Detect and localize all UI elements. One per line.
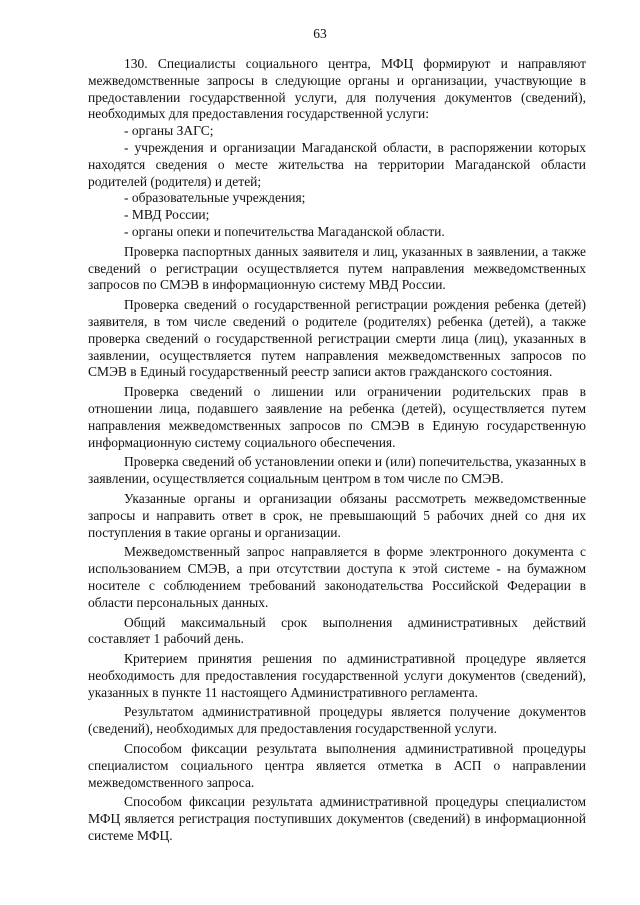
list-item-magadan-institutions: - учреждения и организации Магаданской области, в распоряжении которых находятся сведения о месте жительства на территории Магаданской области родителей (родителя) и детей; bbox=[88, 139, 586, 189]
paragraph-parental-rights-check: Проверка сведений о лишении или ограничении родительских прав в отношении лица, подавшего заявление на ребенка (детей), осуществляется путем направления межведомственных запросов по СМЭВ в Единую государственную информационную систему социального обеспечения. bbox=[88, 384, 586, 450]
paragraph-max-duration: Общий максимальный срок выполнения административных действий составляет 1 рабочий день. bbox=[88, 614, 586, 647]
paragraph-response-deadline: Указанные органы и организации обязаны рассмотреть межведомственные запросы и направить ответ в срок, не превышающий 5 рабочих дней со дня их поступления в такие органы и организации. bbox=[88, 490, 586, 540]
document-body bbox=[88, 56, 586, 845]
paragraph-130-intro: 130. Специалисты социального центра, МФЦ формируют и направляют межведомственные запросы в следующие органы и организации, участвующие в предоставлении государственной услуги, для получения документов (сведений), необходимых для предоставления государственной услуги: bbox=[88, 56, 586, 122]
paragraph-procedure-result: Результатом административной процедуры является получение документов (сведений), необходимых для предоставления государственной услуги. bbox=[88, 704, 586, 737]
list-item-mvd: - МВД России; bbox=[124, 207, 210, 223]
list-item-educational-institutions: - образовательные учреждения; bbox=[124, 190, 306, 206]
paragraph-mfc-fixation: Способом фиксации результата административной процедуры специалистом МФЦ является регистрация поступивших документов (сведений) в информационной системе МФЦ. bbox=[88, 794, 586, 844]
paragraph-birth-registration-check: Проверка сведений о государственной регистрации рождения ребенка (детей) заявителя, в том числе сведений о родителе (родителях) ребенка (детей), а также проверка сведений о государственной регистрации смерти лица (лиц), указанных в заявлении, осуществляется путем направления межведомственных запросов по СМЭВ в Единый государственный реестр записи актов гражданского состояния. bbox=[88, 297, 586, 380]
list-item-guardianship-bodies: - органы опеки и попечительства Магаданской области. bbox=[124, 223, 445, 239]
list-item-zags: - органы ЗАГС; bbox=[124, 123, 214, 139]
page-number: 63 bbox=[313, 26, 327, 41]
paragraph-decision-criterion: Критерием принятия решения по административной процедуре является необходимость для предоставления государственной услуги документов (сведений), указанных в пункте 11 настоящего Административного регламента. bbox=[88, 651, 586, 700]
paragraph-request-form: Межведомственный запрос направляется в форме электронного документа с использованием СМЭВ, а при отсутствии доступа к этой системе - на бумажном носителе с соблюдением требований законодательства Российской Федерации в области персональных данных. bbox=[88, 544, 586, 610]
paragraph-passport-check: Проверка паспортных данных заявителя и лиц, указанных в заявлении, а также сведений о регистрации осуществляется путем направления межведомственных запросов по СМЭВ в информационную систему МВД России. bbox=[88, 243, 586, 293]
paragraph-social-center-fixation: Способом фиксации результата выполнения административной процедуры специалистом социального центра является отметка в АСП о направлении межведомственного запроса. bbox=[88, 741, 586, 790]
paragraph-guardianship-check: Проверка сведений об установлении опеки и (или) попечительства, указанных в заявлении, осуществляется социальным центром в том числе по СМЭВ. bbox=[88, 454, 586, 487]
